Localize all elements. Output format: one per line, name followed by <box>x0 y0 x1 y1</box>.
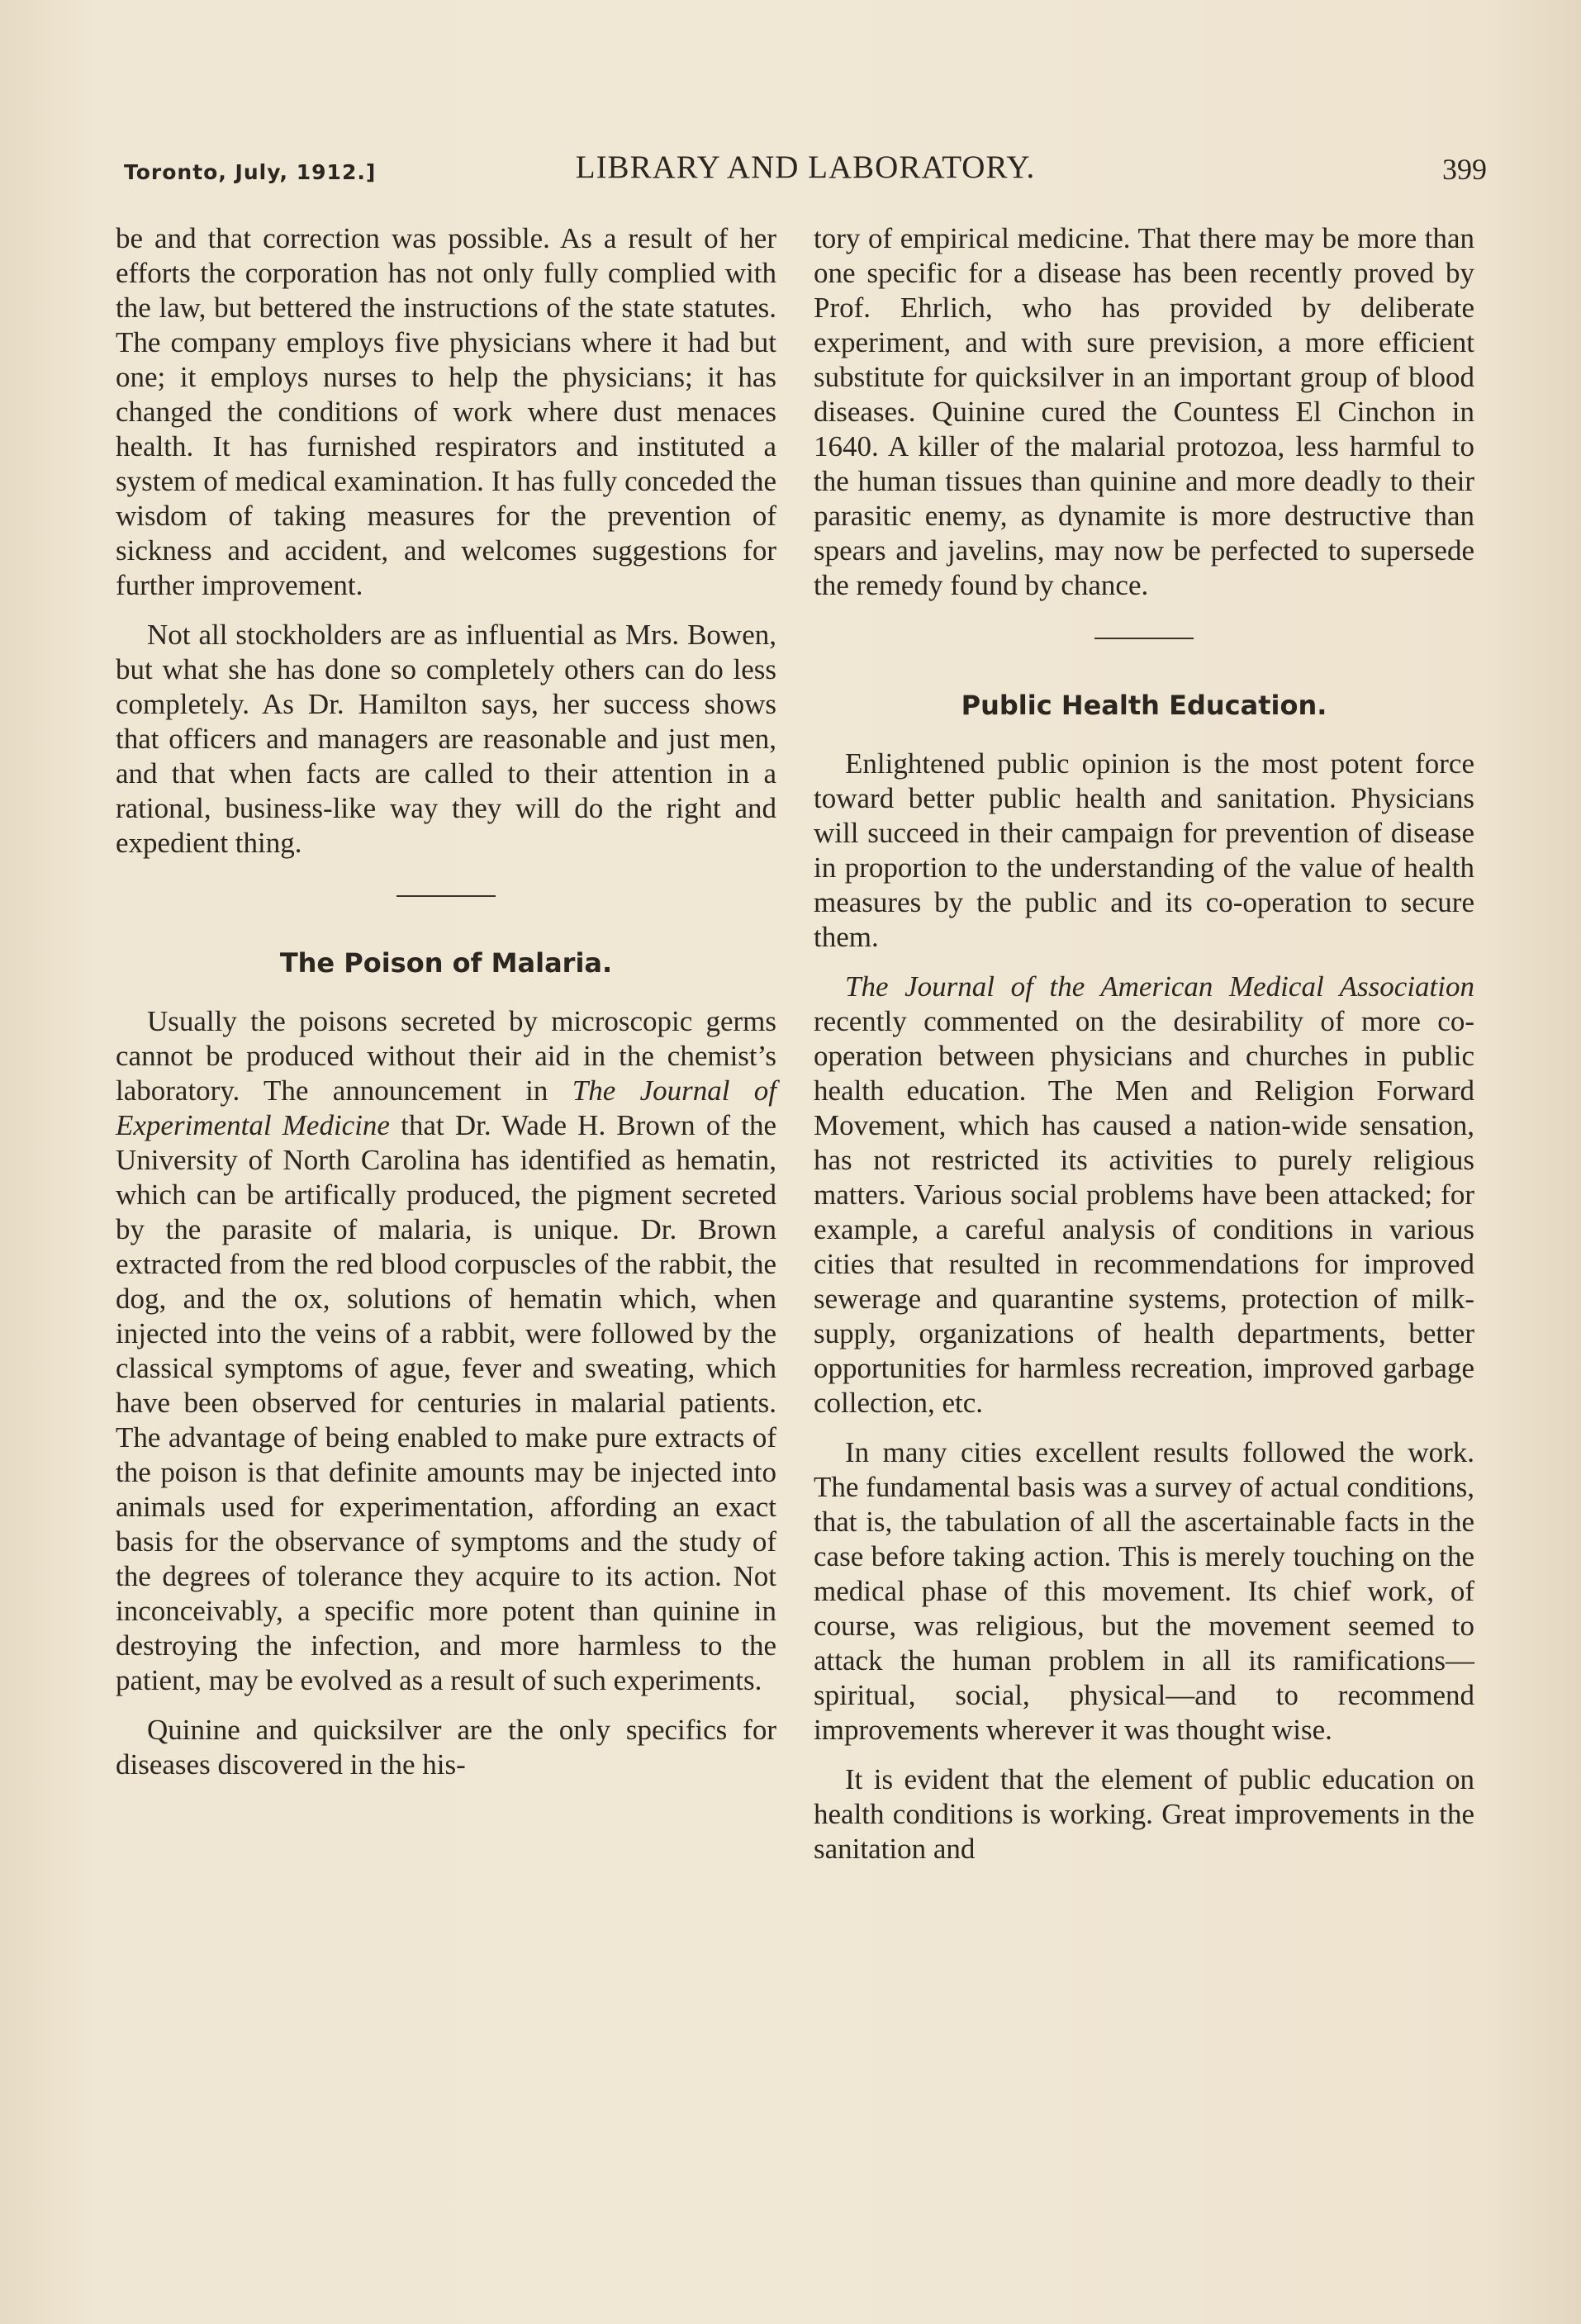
header-location-date: Toronto, July, 1912.] <box>124 160 377 184</box>
left-column <box>116 221 776 1797</box>
section-heading-public-health: Public Health Education. <box>961 690 1327 721</box>
section-divider <box>396 895 496 897</box>
text-run: that Dr. Wade H. Brown of the University of North Carolina has identified as hematin, which can be artifically produced, the pigment secreted by the parasite of malaria, is unique. Dr. Brown extracted from the red blood corpuscles of the rabbit, the dog, and the ox, solutions of hematin which, when injected into the veins of a rabbit, were followed by the classical symptoms of ague, fever and sweating, which have been observed for centuries in malarial patients. The advantage of being enabled to make pure extracts of the poison is that definite amounts may be injected into animals used for experimentation, affording an exact basis for the observance of symptoms and the study of the degrees of tolerance they acquire to its action. Not inconceivably, a specific more potent than quinine in destroying the infection, and more harmless to the patient, may be evolved as a result of such experiments. <box>116 1109 776 1696</box>
paragraph: It is evident that the element of public education on health conditions is working. Great improvements in the sanitation and <box>814 1763 1474 1865</box>
paragraph: Not all stockholders are as influential as Mrs. Bowen, but what she has done so completely others can do less completely. As Dr. Hamilton says, her success shows that officers and managers are reasonable and just men, and that when facts are called to their attention in a rational, business-like way they will do the right and expedient thing. <box>116 619 776 859</box>
journal-title: The Journal of the American Medical Association <box>845 970 1474 1003</box>
running-header <box>124 149 1487 198</box>
section-heading-malaria: The Poison of Malaria. <box>279 947 613 979</box>
text-run: recently commented on the desirability of more co-operation between physicians and churches in public health education. The Men and Religion Forward Movement, which has caused a nation-wide sensation, has not restricted its activities to purely religious matters. Various social problems have been attacked; for example, a careful analysis of conditions in various cities that resulted in recommendations for improved sewerage and quarantine systems, protection of milk-supply, organizations of health departments, better opportunities for harmless recreation, improved garbage collection, etc. <box>814 1005 1474 1419</box>
text-run: Usually the poisons secreted by microscopic germs cannot be produced without their aid in the chemist’s laboratory. The announcement in <box>116 1005 776 1107</box>
paragraph <box>814 970 1474 1420</box>
paragraph <box>116 1004 776 1698</box>
paragraph: In many cities excellent results followed the work. The fundamental basis was a survey of actual conditions, that is, the tabulation of all the ascertainable facts in the case before taking action. This is merely touching on the medical phase of this movement. Its chief work, of course, was religious, but the movement seemed to attack the human problem in all its ramifications—spiritual, social, physical—and to recommend improvements wherever it was thought wise. <box>814 1436 1474 1746</box>
section-divider <box>1094 638 1194 639</box>
paragraph: be and that correction was possible. As a result of her efforts the corporation has not only fully complied with the law, but bettered the instructions of the state statutes. The company employs five physicians where it had but one; it employs nurses to help the physicians; it has changed the conditions of work where dust menaces health. It has furnished respirators and instituted a system of medical examination. It has fully conceded the wisdom of taking measures for the prevention of sickness and accident, and welcomes suggestions for further improvement. <box>116 222 776 601</box>
right-column <box>814 221 1474 1881</box>
journal-title: The Journal of Experimental Medicine <box>116 1074 776 1141</box>
paragraph: Quinine and quicksilver are the only specifics for diseases discovered in the his- <box>116 1714 776 1781</box>
page-number: 399 <box>1442 153 1487 186</box>
paragraph: tory of empirical medicine. That there may be more than one specific for a disease has been recently proved by Prof. Ehrlich, who has provided by deliberate experiment, and with sure prevision, a more efficient substitute for quicksilver in an important group of blood diseases. Quinine cured the Countess El Cinchon in 1640. A killer of the malarial protozoa, less harmful to the human tissues than quinine and more deadly to their parasitic enemy, as dynamite is more destructive than spears and javelins, may now be perfected to supersede the remedy found by chance. <box>814 222 1474 601</box>
header-section-title: LIBRARY AND LABORATORY. <box>575 149 1036 185</box>
paragraph: Enlightened public opinion is the most potent force toward better public health and sanitation. Physicians will succeed in their campaign for prevention of disease in proportion to the understanding of the value of health measures by the public and its co-operation to secure them. <box>814 747 1474 953</box>
